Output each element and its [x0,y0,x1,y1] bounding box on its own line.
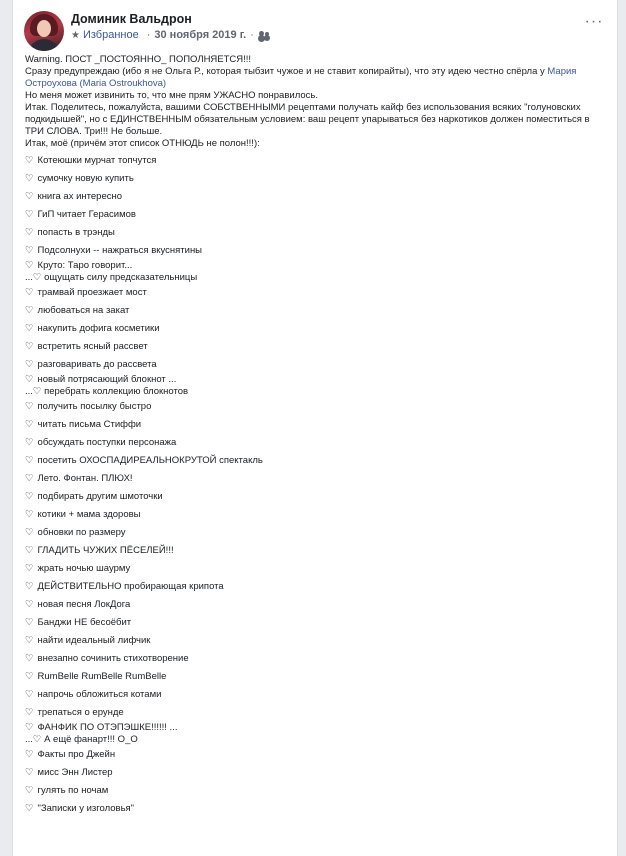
list-item [25,560,605,578]
list-item-text: новая песня ЛокДога [37,599,131,610]
list-item-continuation: ...♡ ощущать силу предсказательницы [25,272,198,283]
friends-audience-icon[interactable] [258,31,270,40]
list-item-text: Круто: Таро говорит... [37,260,133,271]
heart-icon: ♡ [25,803,34,814]
heart-icon: ♡ [25,455,34,466]
heart-icon: ♡ [25,689,34,700]
list-item [25,374,605,398]
list-item [25,242,605,260]
heart-icon: ♡ [25,191,34,202]
post-meta [71,29,270,41]
warning-text: Warning. ПОСТ _ПОСТОЯННО_ ПОПОЛНЯЕТСЯ!!! [25,54,252,65]
list-item-text: накупить дофига косметики [37,323,160,334]
list-item [25,632,605,650]
heart-icon: ♡ [25,209,34,220]
list-item-text: обсуждать поступки персонажа [37,437,177,448]
meta-separator: · [146,29,151,41]
heart-icon: ♡ [25,437,34,448]
list-item [25,650,605,668]
list-item-text: разговаривать до рассвета [37,359,157,370]
list-item [25,188,605,206]
list-item-line [25,260,605,272]
list-item-text: котики + мама здоровы [37,509,141,520]
heart-icon: ♡ [25,707,34,718]
heart-icon: ♡ [25,401,34,412]
list-item-line [25,374,605,386]
list-item [25,524,605,542]
list-item-text: гулять по ночам [37,785,109,796]
avatar[interactable] [24,11,64,51]
intro-after-text: Но меня может извинить то, что мне прям УЖАСНО понравилось. [25,90,318,101]
list-item [25,668,605,686]
list-item-text: мисс Энн Листер [37,767,113,778]
list-item [25,686,605,704]
avatar-face [37,20,51,37]
list-item [25,260,605,284]
list-item [25,302,605,320]
list-item [25,614,605,632]
heart-icon: ♡ [25,563,34,574]
heart-icon: ♡ [25,155,34,166]
list-item [25,596,605,614]
heart-icon: ♡ [25,671,34,682]
intro-paragraph [25,66,605,90]
mentioned-user-link[interactable]: Мария Остроухова (Maria Ostroukhova) [25,66,577,89]
heart-icon: ♡ [25,767,34,778]
list-item-text: обновки по размеру [37,527,126,538]
list-item-text: жрать ночью шаурму [37,563,131,574]
list-item-text: посетить ОХОСПАДИРЕАЛЬНОКРУТОЙ спектакль [37,455,263,466]
list-item-text: ФАНФИК ПО ОТЭПЭШКЕ!!!!!! ... [37,722,178,733]
list-item-text: Банджи НЕ бесоёбит [37,617,132,628]
list-item [25,206,605,224]
post-body [25,54,605,818]
list-item-text: трепаться о ерунде [37,707,124,718]
list-item-continuation: ...♡ А ещё фанарт!!! О_О [25,734,138,745]
post-options-button[interactable]: ··· [584,13,604,30]
heart-icon: ♡ [25,341,34,352]
post-header [13,0,617,56]
list-item [25,224,605,242]
list-item-text: трамвай проезжает мост [37,287,147,298]
list-item-text: ДЕЙСТВИТЕЛЬНО пробирающая крипота [37,581,224,592]
heart-icon: ♡ [25,419,34,430]
heart-icon: ♡ [25,509,34,520]
heart-icon: ♡ [25,527,34,538]
list-item [25,800,605,818]
list-item [25,578,605,596]
list-item-text: напрочь обложиться котами [37,689,162,700]
list-item-text: попасть в трэнды [37,227,115,238]
list-item-text: получить посылку быстро [37,401,152,412]
list-item-text: ГЛАДИТЬ ЧУЖИХ ПЁСЕЛЕЙ!!! [37,545,174,556]
list-item [25,416,605,434]
list-item-line [25,722,605,734]
list-item [25,542,605,560]
post-card [12,0,618,856]
list-item-text: книга ах интересно [37,191,123,202]
heart-icon: ♡ [25,635,34,646]
list-item-text: читать письма Стиффи [37,419,142,430]
list-item [25,320,605,338]
rules-text: Итак. Поделитесь, пожалуйста, вашими СОБСТВЕННЫМИ рецептами получать кайф без использования всяких "голуновских подкидышей", но с ЕДИНСТВЕННЫМ обязательным условием: ваш рецепт упарываться без наркотиков должен поместиться в ТРИ СЛОВА. Три!!! Не больше. [25,102,590,137]
heart-icon: ♡ [25,491,34,502]
heart-icon: ♡ [25,473,34,484]
recipe-list [25,152,605,818]
heart-icon: ♡ [25,260,34,271]
list-item-text: встретить ясный рассвет [37,341,148,352]
list-item [25,398,605,416]
star-icon: ★ [71,29,80,41]
list-item [25,152,605,170]
heart-icon: ♡ [25,581,34,592]
heart-icon: ♡ [25,245,34,256]
list-intro-text: Итак, моё (причём этот список ОТНЮДЬ не полон!!!): [25,138,260,149]
list-item [25,470,605,488]
list-item [25,764,605,782]
list-item-text: новый потрясающий блокнот ... [37,374,177,385]
author-name[interactable]: Доминик Вальдрон [71,12,192,26]
list-item [25,506,605,524]
list-item [25,746,605,764]
list-item [25,356,605,374]
list-item [25,704,605,722]
list-item-text: найти идеальный лифчик [37,635,151,646]
list-item [25,284,605,302]
list-item [25,338,605,356]
heart-icon: ♡ [25,323,34,334]
heart-icon: ♡ [25,599,34,610]
post-date[interactable]: 30 ноября 2019 г. [154,29,247,41]
list-item-text: сумочку новую купить [37,173,134,184]
list-item [25,782,605,800]
favorites-link[interactable]: Избранное [82,29,139,41]
list-item [25,170,605,188]
meta-separator: · [250,29,254,41]
heart-icon: ♡ [25,359,34,370]
list-item [25,488,605,506]
heart-icon: ♡ [25,227,34,238]
list-item-text: подбирать другим шмоточки [37,491,163,502]
list-item-continuation: ...♡ перебрать коллекцию блокнотов [25,386,189,397]
list-item [25,722,605,746]
list-item-text: любоваться на закат [37,305,130,316]
heart-icon: ♡ [25,173,34,184]
list-item-text: Котеюшки мурчат топчутся [37,155,157,166]
heart-icon: ♡ [25,653,34,664]
heart-icon: ♡ [25,287,34,298]
heart-icon: ♡ [25,785,34,796]
list-item-text: RumBelle RumBelle RumBelle [37,671,167,682]
list-item-text: Лето. Фонтан. ПЛЮХ! [37,473,133,484]
heart-icon: ♡ [25,545,34,556]
heart-icon: ♡ [25,722,34,733]
heart-icon: ♡ [25,617,34,628]
list-item-text: "Записки у изголовья" [37,803,135,814]
heart-icon: ♡ [25,374,34,385]
intro-text: Сразу предупреждаю (ибо я не Ольга Р., которая тыбзит чужое и не ставит копирайты), что эту идею честно спёрла у [25,66,548,77]
list-item-text: Факты про Джейн [37,749,116,760]
list-item-text: Подсолнухи -- нажраться вкуснятины [37,245,203,256]
list-item-text: ГиП читает Герасимов [37,209,136,220]
list-item [25,434,605,452]
heart-icon: ♡ [25,305,34,316]
list-item-text: внезапно сочинить стихотворение [37,653,189,664]
list-item [25,452,605,470]
heart-icon: ♡ [25,749,34,760]
avatar-shoulders [28,39,60,51]
